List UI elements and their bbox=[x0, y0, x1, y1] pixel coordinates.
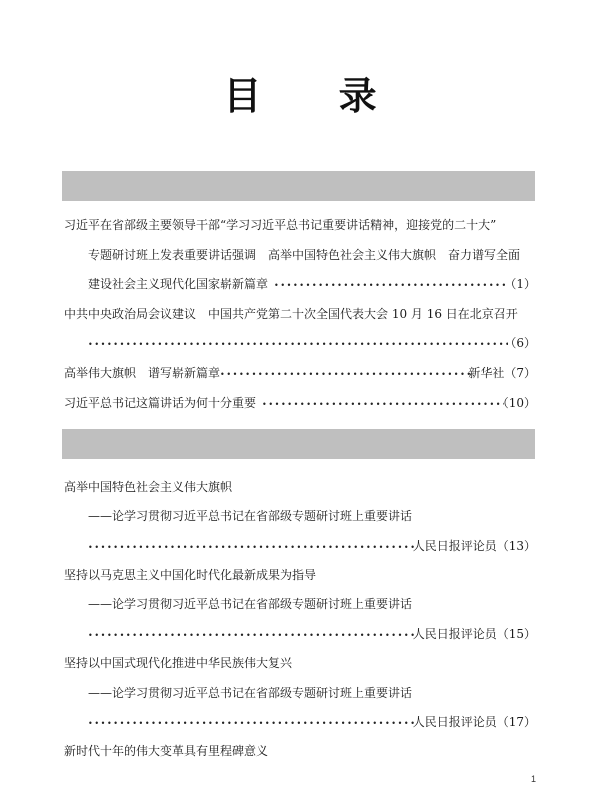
toc-entry-text: 坚持以中国式现代化推进中华民族伟大复兴 bbox=[64, 656, 293, 670]
toc-entry-text: 坚持以马克思主义中国化时代化最新成果为指导 bbox=[64, 568, 317, 582]
toc-page-ref: （7） bbox=[504, 366, 536, 380]
toc-entry-text: 习近平总书记这篇讲话为何十分重要 bbox=[64, 396, 257, 410]
toc-entry-title[interactable] bbox=[0, 303, 600, 325]
toc-entry-title[interactable] bbox=[0, 392, 600, 414]
toc-entry-text: 习近平在省部级主要领导干部“学习习近平总书记重要讲话精神，迎接党的二十大” bbox=[64, 218, 497, 232]
toc-entry-meta bbox=[413, 711, 536, 733]
toc-entry-text: 新时代十年的伟大变革具有里程碑意义 bbox=[64, 744, 269, 758]
toc-entry-title[interactable] bbox=[0, 740, 600, 762]
page-number: 1 bbox=[530, 774, 536, 784]
toc-page-ref: （1） bbox=[504, 277, 536, 291]
toc-entry-title[interactable] bbox=[0, 214, 600, 236]
toc-page-ref: （6） bbox=[504, 336, 536, 350]
toc-entry-leader-line[interactable] bbox=[0, 623, 600, 645]
toc-entry-continuation[interactable] bbox=[0, 244, 600, 266]
toc-entry-title[interactable] bbox=[0, 564, 600, 586]
toc-page-ref: （13） bbox=[496, 539, 536, 553]
toc-entry-title[interactable] bbox=[0, 362, 600, 384]
dot-leader bbox=[274, 273, 506, 295]
toc-entry-leader-line[interactable] bbox=[0, 535, 600, 557]
toc-entry-subtitle[interactable] bbox=[0, 682, 600, 704]
toc-entry-subtitle[interactable] bbox=[0, 593, 600, 615]
toc-entry-meta bbox=[413, 623, 536, 645]
dot-leader bbox=[88, 535, 418, 557]
page-title: 目 录 bbox=[223, 73, 409, 118]
section-band bbox=[62, 429, 535, 459]
toc-entry-leader-line[interactable] bbox=[0, 332, 600, 354]
toc-entry-source: 人民日报评论员 bbox=[412, 715, 497, 729]
toc-entry-text: 中共中央政治局会议建议 中国共产党第二十次全国代表大会 10 月 16 日在北京召开 bbox=[64, 307, 518, 321]
toc-entry-text: 专题研讨班上发表重要讲话强调 高举中国特色社会主义伟大旗帜 奋力谱写全面 bbox=[88, 248, 521, 262]
toc-entry-meta bbox=[413, 535, 536, 557]
section-band bbox=[62, 171, 535, 201]
dot-leader bbox=[88, 332, 508, 354]
toc-entry-meta bbox=[468, 362, 536, 384]
toc-page-ref: （17） bbox=[496, 715, 536, 729]
toc-entry-subtitle[interactable] bbox=[0, 505, 600, 527]
toc-entry-title[interactable] bbox=[0, 476, 600, 498]
dot-leader bbox=[88, 711, 418, 733]
toc-entry-source: 新华社 bbox=[468, 366, 505, 380]
toc-entry-leader-line[interactable] bbox=[0, 711, 600, 733]
dot-leader bbox=[262, 392, 504, 414]
toc-entry-subtext: ——论学习贯彻习近平总书记在省部级专题研讨班上重要讲话 bbox=[88, 509, 413, 523]
dot-leader bbox=[220, 362, 472, 384]
toc-entry-text: 建设社会主义现代化国家崭新篇章 bbox=[88, 277, 269, 291]
toc-entry-title[interactable] bbox=[0, 652, 600, 674]
toc-entry-subtext: ——论学习贯彻习近平总书记在省部级专题研讨班上重要讲话 bbox=[88, 686, 413, 700]
toc-entry-text: 高举伟大旗帜 谱写崭新篇章 bbox=[64, 366, 221, 380]
toc-page-ref: （15） bbox=[496, 627, 536, 641]
toc-entry-text: 高举中国特色社会主义伟大旗帜 bbox=[64, 480, 233, 494]
toc-page-ref: （10） bbox=[496, 396, 536, 410]
dot-leader bbox=[88, 623, 418, 645]
toc-entry-source: 人民日报评论员 bbox=[412, 627, 497, 641]
toc-entry-leader-line[interactable] bbox=[0, 273, 600, 295]
toc-entry-source: 人民日报评论员 bbox=[412, 539, 497, 553]
toc-entry-subtext: ——论学习贯彻习近平总书记在省部级专题研讨班上重要讲话 bbox=[88, 597, 413, 611]
